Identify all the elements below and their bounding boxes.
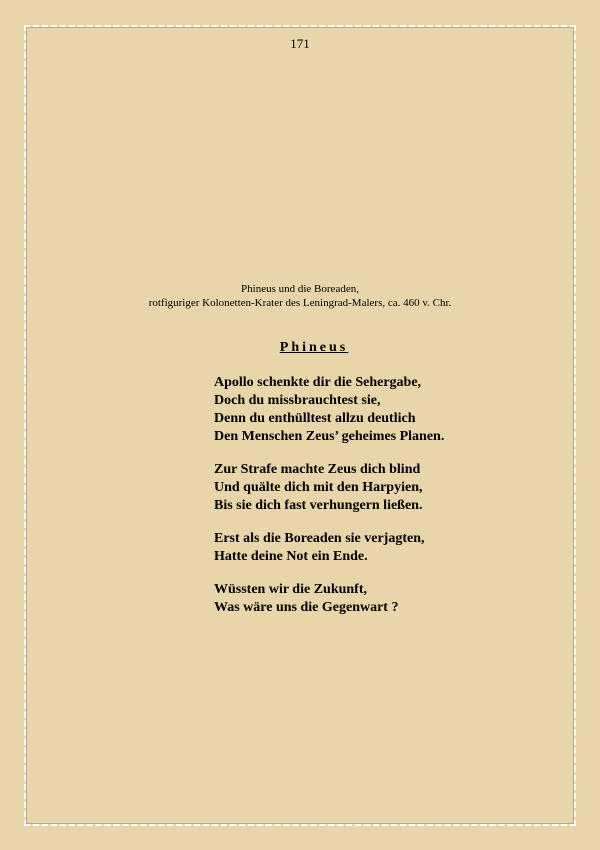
poem-body	[214, 374, 444, 632]
stanza-3	[214, 530, 444, 566]
caption-line-2: rotfiguriger Kolonetten-Krater des Leningrad-Malers, ca. 460 v. Chr.	[148, 297, 452, 309]
poem-line: Apollo schenkte dir die Sehergabe,	[214, 375, 422, 390]
poem-line: Hatte deine Not ein Ende.	[214, 549, 368, 564]
poem-line: Und quälte dich mit den Harpyien,	[214, 480, 423, 495]
poem-line: Denn du enthülltest allzu deutlich	[214, 411, 416, 426]
poem-line: Wüssten wir die Zukunft,	[214, 582, 368, 597]
poem-line: Zur Strafe machte Zeus dich blind	[214, 462, 421, 477]
poem-line: Erst als die Boreaden sie verjagten,	[214, 531, 425, 546]
poem-line: Doch du missbrauchtest sie,	[214, 393, 381, 408]
stanza-4	[214, 581, 444, 617]
poem-line: Bis sie dich fast verhungern ließen.	[214, 498, 423, 513]
stanza-2	[214, 461, 444, 515]
page-number: 171	[290, 36, 310, 51]
poem-line: Was wäre uns die Gegenwart ?	[214, 600, 399, 615]
poem-line: Den Menschen Zeus’ geheimes Planen.	[214, 429, 445, 444]
stanza-1	[214, 374, 444, 446]
caption-line-1: Phineus und die Boreaden,	[241, 283, 359, 295]
poem-title: Phineus	[279, 340, 349, 355]
image-caption	[0, 282, 600, 310]
